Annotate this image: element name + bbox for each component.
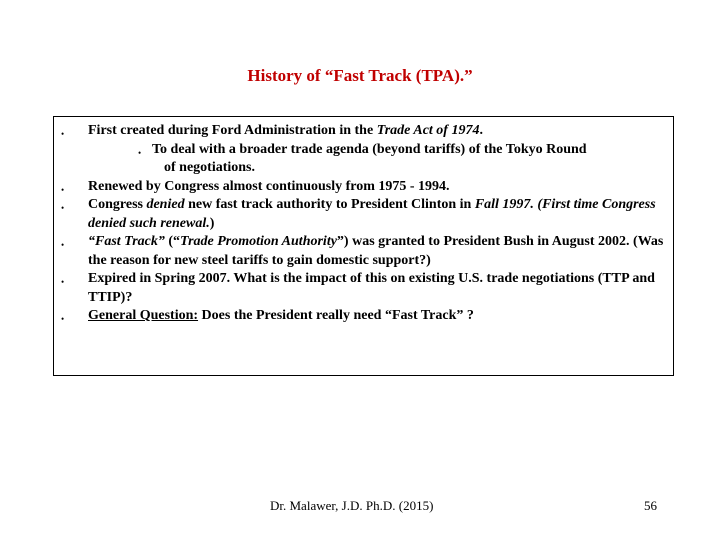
sub-list-item	[88, 141, 668, 178]
item-text: ”) was granted to President Bush in August 2002. (Was the reason for new steel tariffs to gain domestic support?)	[88, 234, 664, 268]
bullet-icon: •	[61, 240, 65, 250]
item-text-underlined: General Question:	[88, 308, 199, 323]
item-text-italic: Trade Promotion Authority	[180, 234, 337, 249]
sub-bullet-icon: •	[138, 147, 142, 158]
list-item	[61, 307, 668, 326]
item-text-italic: Trade Act of 1974	[376, 123, 480, 138]
bullet-icon: •	[61, 203, 65, 213]
item-text: .	[479, 123, 483, 138]
sub-item-line: of negotiations.	[164, 160, 255, 175]
item-text: Expired in Spring 2007. What is the impact of this on existing U.S. trade negotiations (TTP and TTIP)?	[88, 271, 655, 305]
item-text: )	[209, 215, 215, 231]
list-item	[61, 122, 668, 141]
item-text: First created during Ford Administration in the	[88, 123, 377, 138]
list-item	[61, 233, 668, 270]
item-text: Congress	[88, 197, 147, 212]
bullet-icon: •	[61, 129, 65, 139]
list-item	[61, 196, 668, 233]
list-item	[61, 178, 668, 197]
bullet-icon: •	[61, 184, 65, 195]
bullet-icon: •	[61, 314, 65, 324]
item-text-italic: denied	[146, 197, 185, 212]
item-text-italic: Fall 1997. (First time Congress denied such renewal.	[88, 197, 656, 231]
slide-footer: Dr. Malawer, J.D. Ph.D. (2015)	[270, 498, 434, 513]
slide-title: History of “Fast Track (TPA).”	[247, 66, 473, 85]
item-text: (“	[164, 234, 181, 249]
item-text-italic: “Fast Track”	[88, 234, 165, 249]
item-text: new fast track authority to President Clinton in	[184, 197, 475, 212]
list-item	[61, 270, 668, 307]
item-text: Renewed by Congress almost continuously from 1975 - 1994.	[88, 178, 450, 194]
bullet-icon: •	[61, 277, 65, 287]
bullet-list	[61, 122, 668, 326]
sub-item-line: To deal with a broader trade agenda (beyond tariffs) of the Tokyo Round	[152, 141, 587, 157]
item-text: Does the President really need “Fast Track” ?	[198, 308, 474, 323]
page-number: 56	[644, 498, 657, 513]
